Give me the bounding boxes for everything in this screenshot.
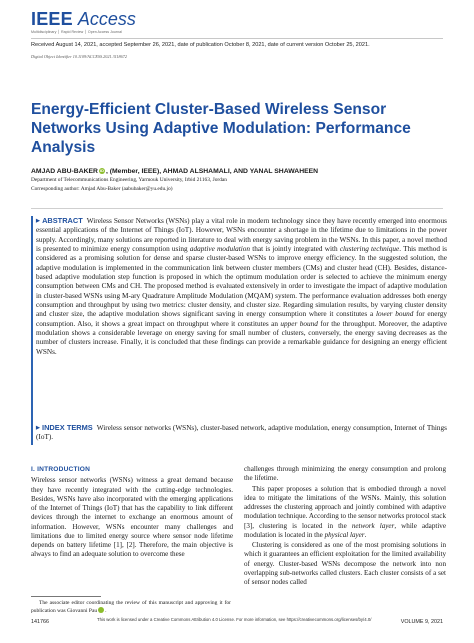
intro-paragraph: This paper proposes a solution that is embodied through a novel idea to mitigate the limitations of the WSNs. Mainly, this solution addresses the clustering approach and jointly combined with adaptive modulation technique. According to the sensor networks protocol stack [3], clustering is located in the network layer, while adaptive modulation is located in the physical layer. bbox=[244, 484, 447, 539]
abstract-divider bbox=[31, 208, 443, 209]
journal-logo-ieee: IEEE bbox=[31, 9, 73, 29]
left-column bbox=[31, 465, 233, 560]
abstract: ▶ ABSTRACT Wireless Sensor Networks (WSNs) play a vital role in modern technology since they have recently emerged into enormous essential applications of the Internet of Things (IoT). However, WSNs encounter a shortage in the lifetime due to limitations in the power supply. Accordingly, many solutions are reported in literature to deal with energy saving problem in the WSNs. In this paper, a novel method is presented to minimize energy consumption using adaptive modulation that is jointly integrated with clustering technique. This method is considered as a promising solution for dense and sparse cluster-based WSNs to improve energy efficiency. In the suggested solution, the adaptive modulation is implemented in the communication link between cluster members (CMs) and cluster head (CH). Besides, distance-based adaptive modulation step function is proposed in which the optimum modulation order is selected to achieve the minimum energy consumption between CMs and CH. The proposed method is evaluated extensively in order to investigate the impact of adaptive modulation in cluster-based WSNs using M-ary Quadrature Amplitude Modulation (MQAM) system. The performance evaluation addresses both energy consumption and throughput by using two metrics: cluster density, and cluster size. Regarding simulation results, by varying cluster density and cluster size, the adaptive modulation shows significant saving in energy consumption where it constitutes a lower bound for energy consumption. Also, it shows a great impact on throughput where it constitutes an upper bound for the throughput. Moreover, the adaptive modulation shows a considerable leverage on energy saving for small number of clusters, conversely, the energy saving decreases as the number of clusters increase. Finally, it is concluded that these findings can provide a remarkable guidance for designing an energy efficient WSNs. bbox=[36, 216, 447, 356]
triangle-icon: ▶ bbox=[36, 218, 41, 224]
intro-paragraph: Clustering is considered as one of the most promising solutions in which it guarantees an efficient exploitation for the limited availability of energy. Cluster-based WSNs decompose the network into non overlapping sub-networks called clusters. Each cluster consists of a set of sensor nodes called bbox=[244, 541, 446, 586]
orcid-icon[interactable]: iD bbox=[98, 607, 104, 613]
footnote-divider bbox=[31, 596, 101, 597]
paper-title: Energy-Efficient Cluster-Based Wireless Sensor Networks Using Adaptive Modulation: Performance Analysis bbox=[31, 101, 411, 156]
author-list bbox=[31, 168, 318, 175]
journal-logo-access: Access bbox=[77, 9, 136, 29]
index-terms-accent-bar bbox=[31, 423, 33, 445]
journal-logo bbox=[31, 10, 136, 28]
intro-paragraph: challenges through minimizing the energy consumption and prolong the lifetime. bbox=[244, 465, 446, 483]
intro-paragraph: Wireless sensor networks (WSNs) witness a great demand because they have recently integrated with the cutting-edge technologies. Besides, WSNs have also incorporated with the emerging applications of the Internet of Things (IoT) that has the capability to link different devices through the internet to exchange an enormous amount of information. However, WSNs encounter many challenges and limitations due to limited energy source where sensor node lifetime depends on battery lifetime [1], [2]. Therefore, the main objective is always to find an adequate solution to overcome these bbox=[31, 476, 233, 559]
header-divider bbox=[31, 38, 443, 39]
index-terms-label: ▶ INDEX TERMS bbox=[36, 423, 93, 432]
affiliation: Department of Telecommunications Engineering, Yarmouk University, Irbid 21163, Jordan bbox=[31, 177, 227, 183]
co-authors: , (Member, IEEE), AHMAD ALSHAMALI, AND YANAL SHAWAHEEN bbox=[105, 168, 319, 175]
editor-footnote: The associate editor coordinating the review of this manuscript and approving it for publication was Giovanni Pau iD. bbox=[31, 600, 231, 615]
abstract-label: ▶ ABSTRACT bbox=[36, 216, 83, 225]
journal-tagline: Multidisciplinary ⎪ Rapid Review ⎪ Open Access Journal bbox=[31, 30, 122, 34]
page-number: 141766 bbox=[31, 619, 49, 625]
corresponding-author: Corresponding author: Amjad Abu-Baker (aabubaker@yu.edu.jo) bbox=[31, 186, 173, 192]
index-terms: ▶ INDEX TERMS Wireless sensor networks (WSNs), cluster-based network, adaptive modulation, energy consumption, Internet of Things (IoT). bbox=[36, 423, 447, 442]
orcid-icon[interactable]: iD bbox=[99, 168, 104, 173]
volume-info: VOLUME 9, 2021 bbox=[400, 619, 443, 625]
right-column bbox=[244, 465, 446, 587]
publication-dates: Received August 14, 2021, accepted September 26, 2021, date of publication October 8, 2021, date of current version October 25, 2021. bbox=[31, 42, 370, 48]
abstract-accent-bar bbox=[31, 216, 33, 435]
section-heading-introduction: I. INTRODUCTION bbox=[31, 466, 91, 473]
triangle-icon: ▶ bbox=[36, 425, 41, 431]
doi-line[interactable]: Digital Object Identifier 10.1109/ACCESS.2021.3118672 bbox=[31, 54, 127, 59]
license-notice[interactable]: This work is licensed under a Creative Commons Attribution 4.0 License. For more information, see https://creativecommons.org/licenses/by/4.0/ bbox=[97, 617, 372, 622]
first-author: AMJAD ABU-BAKER bbox=[31, 168, 98, 175]
